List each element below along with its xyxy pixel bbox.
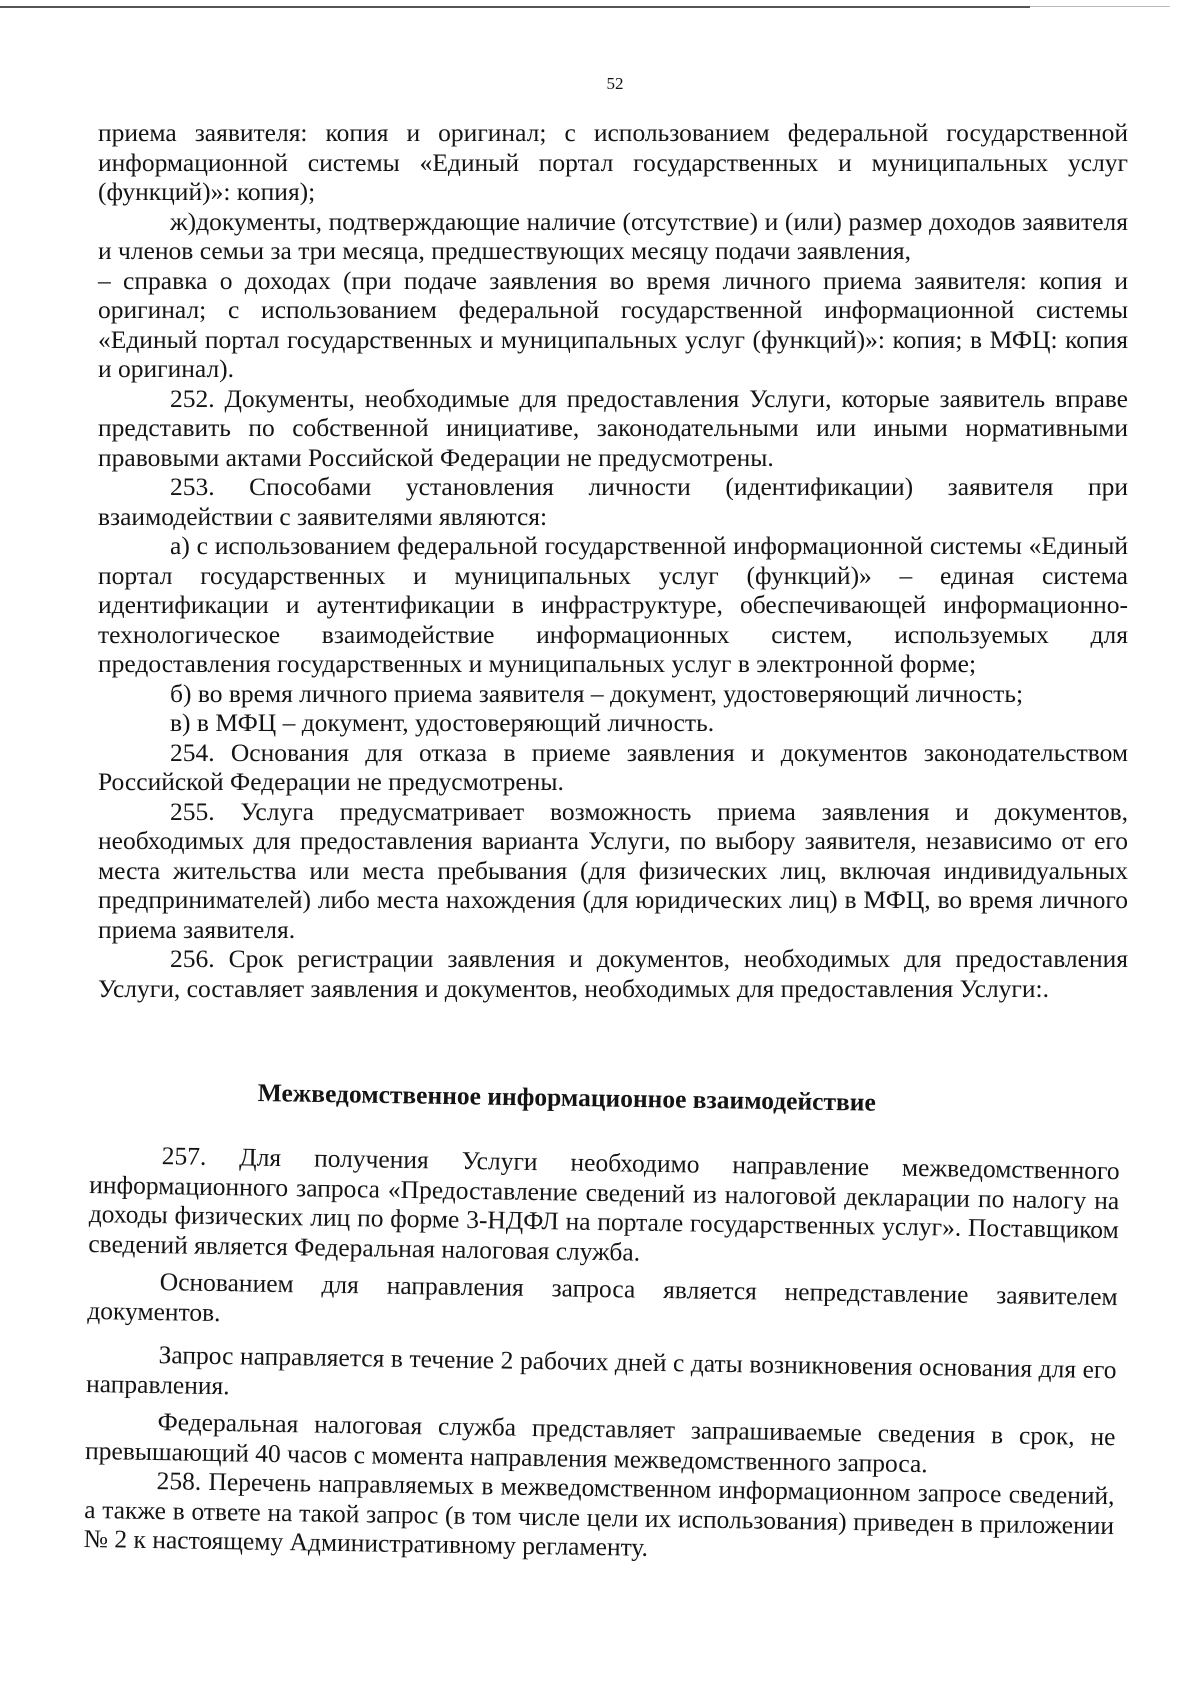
paragraph-257: 257. Для получения Услуги необходимо направление межведомственного информационного запроса «Предоставление сведений из налоговой декларации по налогу на доходы физических лиц по форме 3-НДФЛ на портале государственных услуг». Поставщиком сведений является Федеральная налоговая служба. [88, 1141, 1120, 1267]
paragraph-253-a: а) с использованием федеральной государственной информационной системы «Единый портал государственных и муниципальных услуг (функций)» – единая система идентификации и аутентификации в инфраструктуре, обеспечивающей информационно-технологическое взаимодействие информационных систем, используемых для предоставления государственных и муниципальных услуг в электронной форме; [98, 531, 1128, 678]
page-number: 52 [606, 74, 624, 93]
document-body-top [98, 118, 1128, 1003]
paragraph-253-v: в) в МФЦ – документ, удостоверяющий личность. [170, 708, 715, 737]
paragraph-253-b: б) во время личного приема заявителя – документ, удостоверяющий личность; [170, 678, 1024, 708]
paragraph-income-certificate: – справка о доходах (при подаче заявления во время личного приема заявителя: копия и оригинал; с использованием федеральной государственной информационной системы «Единый портал государственных и муниципальных услуг (функций)»: копия; в МФЦ: копия и оригинал). [98, 265, 1128, 383]
paragraph-257-fns-term: Федеральная налоговая служба представляет запрашиваемые сведения в срок, не превышающий 40 часов с момента направления межведомственного запроса. [84, 1407, 1116, 1478]
paragraph-255: 255. Услуга предусматривает возможность приема заявления и документов, необходимых для предоставления варианта Услуги, по выбору заявителя, независимо от его места жительства или места пребывания (для физических лиц, включая индивидуальных предпринимателей) либо места нахождения (для юридических лиц) в МФЦ, во время личного приема заявителя. [98, 796, 1128, 944]
paragraph-item-zh: ж)документы, подтверждающие наличие (отсутствие) и (или) размер доходов заявителя и членов семьи за три месяца, предшествующих месяцу подачи заявления, [98, 206, 1128, 265]
paragraph-254: 254. Основания для отказа в приеме заявления и документов законодательством Российской Федерации не предусмотрены. [98, 737, 1128, 796]
top-border-line [0, 6, 1030, 8]
top-border-line-faint [1030, 6, 1170, 7]
paragraph-257-basis: Основанием для направления запроса является непредставление заявителем документов. [87, 1267, 1118, 1327]
document-body-bottom [84, 1140, 1120, 1570]
paragraph-256: 256. Срок регистрации заявления и документов, необходимых для предоставления Услуги, составляет заявления и документов, необходимых для предоставления Услуги:. [98, 944, 1128, 1003]
paragraph-252: 252. Документы, необходимые для предоставления Услуги, которые заявитель вправе представить по собственной инициативе, законодательными или иными нормативными правовыми актами Российской Федерации не предусмотрены. [98, 383, 1128, 472]
paragraph-258: 258. Перечень направляемых в межведомственном информационном запросе сведений, а также в ответе на такой запрос (в том числе цели их использования) приведен в приложении № 2 к настоящему Административному регламенту. [83, 1466, 1115, 1562]
paragraph-continuation: приема заявителя: копия и оригинал; с использованием федеральной государственной информационной системы «Единый портал государственных и муниципальных услуг (функций)»: копия); [98, 118, 1128, 206]
section-heading: Межведомственное информационное взаимодействие [257, 1078, 877, 1117]
paragraph-253: 253. Способами установления личности (идентификации) заявителя при взаимодействии с заявителями являются: [98, 472, 1128, 531]
paragraph-257-deadline: Запрос направляется в течение 2 рабочих дней с даты возникновения основания для его направления. [85, 1340, 1117, 1400]
